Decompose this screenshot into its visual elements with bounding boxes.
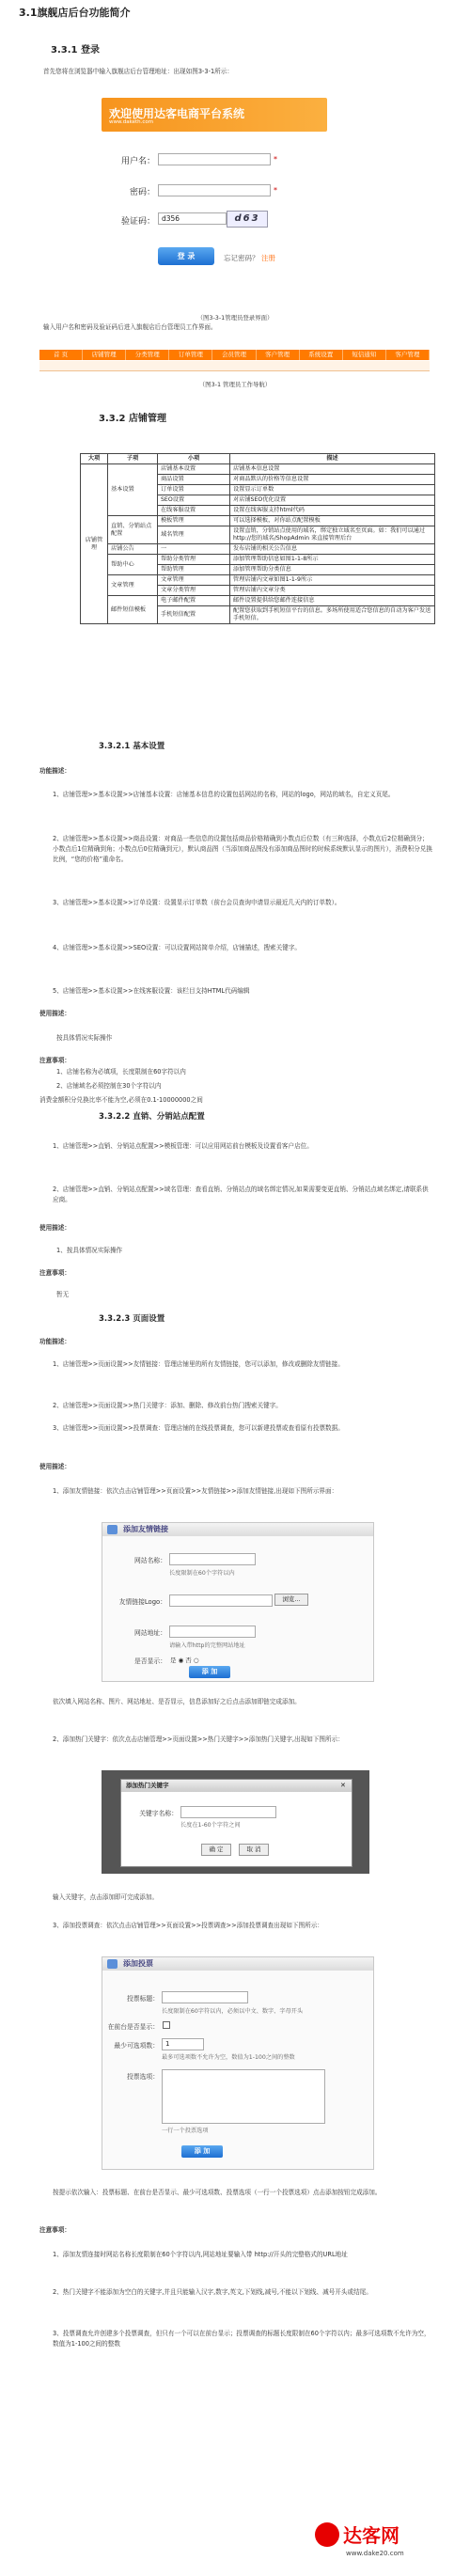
caption-login: （图3-3-1管理员登录界面） xyxy=(196,314,274,322)
site-item: 2、店铺管理>>直销、分销站点配置>>域名管理：查看直销、分销站点的域名绑定情况,如果需要变更直销、分销站点域名绑定,请联系供应商。 xyxy=(53,1186,429,1203)
table-row xyxy=(81,516,435,526)
intro-admin: 输入用户名和密码及验证码后进入旗舰店后台管理员工作界面。 xyxy=(43,323,217,331)
section-heading-pages: 3.3.2.3 页面设置 xyxy=(99,1314,165,1324)
required-mark: * xyxy=(274,186,277,195)
logo-label: 友情链接Logo： xyxy=(118,1598,166,1606)
vote-options-hint: 一行一个投票选项 xyxy=(162,2128,209,2134)
link-icon xyxy=(107,1525,118,1534)
login-banner xyxy=(102,98,327,132)
site-name-hint: 长度限制在60个字符以内 xyxy=(169,1570,235,1577)
table-cell: 订单设置 xyxy=(158,485,230,495)
site-name-label: 网站名称： xyxy=(134,1557,166,1564)
usage-label: 使用描述： xyxy=(39,1224,70,1232)
section-heading-sites: 3.3.2.2 直销、分销站点配置 xyxy=(99,1112,205,1122)
table-row xyxy=(81,555,435,565)
vote-form xyxy=(102,1956,374,2170)
url-label: 网站地址： xyxy=(134,1629,166,1637)
ok-button[interactable]: 确 定 xyxy=(201,1844,231,1856)
username-input[interactable] xyxy=(158,153,271,165)
table-row xyxy=(81,596,435,606)
table-cell: 店铺基本信息设置 xyxy=(230,464,435,475)
section-heading-basic: 3.3.2.1 基本设置 xyxy=(99,742,165,751)
table-cell: 帮助分类管理 xyxy=(158,555,230,565)
vote-title-label: 投票标题： xyxy=(127,1995,159,2003)
table-cell: 文章管理 xyxy=(158,575,230,586)
vote-default-label: 在前台是否显示： xyxy=(107,2023,159,2031)
browse-button[interactable]: 浏览... xyxy=(274,1594,308,1606)
usage-label: 使用描述： xyxy=(39,1010,70,1017)
table-cell: 域名管理 xyxy=(158,526,230,544)
nav-item[interactable]: 店铺管理 xyxy=(83,350,126,360)
table-cell: 模板管理 xyxy=(158,516,230,526)
vote-title-input[interactable] xyxy=(162,1991,248,2003)
table-cell: 手机短信配置 xyxy=(158,606,230,624)
login-banner-url: www.daketh.com xyxy=(109,119,154,125)
close-icon[interactable]: ✕ xyxy=(340,1782,346,1789)
table-cell: 商品设置 xyxy=(158,475,230,485)
table-cell: 店铺基本设置 xyxy=(158,464,230,475)
url-input[interactable] xyxy=(169,1626,256,1638)
hot-keyword-dialog xyxy=(120,1779,352,1867)
watermark-text: 达客网 xyxy=(343,2524,400,2547)
table-cell: 设置在线客服支持html代码 xyxy=(230,506,435,516)
table-cell: 配置您获取到手机短信平台的信息。多场所使用适合您信息的自动为客户发送手机短信。 xyxy=(230,606,435,624)
keyword-hint: 长度在1-60个字符之间 xyxy=(180,1822,241,1829)
note-item: 1、店铺名称为必填项，长度限制在60字符以内 xyxy=(56,1068,186,1076)
func-label: 功能描述： xyxy=(39,1338,70,1345)
page-item: 2、店铺管理>>页面设置>>热门关键字：添加、删除、修改前台热门搜索关键字。 xyxy=(53,1402,282,1409)
table-cell: 帮助中心 xyxy=(108,555,158,575)
captcha-label: 验证码： xyxy=(120,217,155,227)
friend-after: 依次填入网站名称、图片、网站地址、是否显示，信息添加好之后点击添加即链完成添加。 xyxy=(53,1698,301,1705)
step-text: 1、添加友情链接：依次点击店铺管理>>页面设置>>友情链接>>添加友情链接,出现如下图所示界面： xyxy=(53,1487,338,1495)
keyword-input[interactable] xyxy=(180,1806,276,1818)
table-cell: 直销、分销站点配置 xyxy=(108,516,158,544)
nav-item[interactable]: 会员管理 xyxy=(212,350,256,360)
table-cell: 对店铺SEO优化设置 xyxy=(230,495,435,506)
watermark-url: www.dake20.com xyxy=(346,2550,404,2557)
cancel-button[interactable]: 取 消 xyxy=(239,1844,269,1856)
table-row xyxy=(81,575,435,586)
notes-label: 注意事项： xyxy=(39,1057,70,1064)
table-cell: 设置直销，分销站点使用的域名，绑定独立域名至页面。如：我们可以通过 http://您的域名/ShopAdmin 来直接管理后台 xyxy=(230,526,435,544)
page-item: 3、店铺管理>>页面设置>>投票调查：管理店铺的在线投票调查，您可以新建投票或查看原有投票数据。 xyxy=(53,1424,344,1432)
hot-dialog-title: 添加热门关键字 xyxy=(121,1780,352,1792)
vote-after: 按提示依次输入：投票标题、在前台是否显示、最少可选项数、投票选项（一行一个投票选项）点击添加按钮完成添加。 xyxy=(53,2189,382,2196)
nav-item[interactable]: 客户管理 xyxy=(386,350,430,360)
logo-file-input[interactable] xyxy=(169,1594,273,1607)
usage-text: 1、按具体情况实际操作 xyxy=(56,1247,123,1254)
vote-max-input[interactable]: 1 xyxy=(162,2038,204,2050)
caption-nav: （图3-1 管理员工作导航） xyxy=(198,381,272,388)
show-radio[interactable]: 是 ◉ 否 ○ xyxy=(170,1657,199,1664)
func-label: 功能描述： xyxy=(39,767,70,775)
nav-item[interactable]: 系统设置 xyxy=(300,350,343,360)
table-cell: 店铺公告 xyxy=(108,544,158,555)
table-cell: 邮件设置提供给您邮件连接信息 xyxy=(230,596,435,606)
add-vote-button[interactable]: 添 加 xyxy=(181,2145,223,2158)
note-item: 3、投票调查允许创建多个投票调查，但只有一个可以在前台显示；投票调查的标题长度限制在60个字符以内；最多可选项数不允许为空，数值为1-100之间的整数 xyxy=(53,2330,431,2348)
basic-item: 4、店铺管理>>基本设置>>SEO设置：可以设置网站简单介绍，店铺描述，搜索关键字。 xyxy=(53,944,302,951)
admin-navbar xyxy=(39,350,430,360)
table-cell: 电子邮件配置 xyxy=(158,596,230,606)
register-link[interactable]: 注册 xyxy=(261,254,275,262)
nav-item[interactable]: 客户管理 xyxy=(257,350,300,360)
required-mark: * xyxy=(274,155,277,164)
vote-max-label: 最少可选项数： xyxy=(114,2042,159,2050)
nav-item[interactable]: 订单管理 xyxy=(169,350,212,360)
table-cell: 发布店铺的相关公告信息 xyxy=(230,544,435,555)
nav-item[interactable]: 分类管理 xyxy=(126,350,169,360)
friend-link-form xyxy=(102,1522,374,1682)
table-header: 小项 xyxy=(158,454,230,464)
username-label: 用户名： xyxy=(120,157,155,166)
table-cell: 邮件短信模板 xyxy=(108,596,158,624)
table-cell: 一 xyxy=(158,544,230,555)
section-heading-login: 3.3.1 登录 xyxy=(51,45,100,55)
nav-item[interactable]: 短信通知 xyxy=(343,350,386,360)
table-row xyxy=(81,544,435,555)
vote-max-hint: 最多可选项数不允许为空，数值为1-100之间的整数 xyxy=(162,2054,295,2061)
table-cell: 添加管理帮助信息如图1-1-8所示 xyxy=(230,555,435,565)
note-item: 2、热门关键字不能添加为空白的关键字,并且只能输入汉字,数字,英文,下划线,减号,不能以下划线、减号开头或结尾。 xyxy=(53,2288,372,2296)
notes-label: 注意事项： xyxy=(39,2226,70,2234)
basic-item: 2、店铺管理>>基本设置>>商品设置：对商品一些信息的设置包括商品价格精确到小数点后位数（有三种选择，小数点后2位精确到分；小数点后1位精确到角；小数点后0位精确到元），默认商品图（当添加商品图没有添加商品图时的时候系统默认显示的图片），消费积分兑换比例，“您的价格”重命名。 xyxy=(53,835,433,863)
main-heading: 3.1旗舰店后台功能简介 xyxy=(19,7,131,19)
step-text: 3、添加投票调查：依次点击店铺管理>>页面设置>>投票调查>>添加投票调查出现如下图所示： xyxy=(53,1922,323,1929)
table-cell: 可以选择模板，对你站点配置模板 xyxy=(230,516,435,526)
site-item: 1、店铺管理>>直销、分销站点配置>>模板管理：可以应用网站前台模板及设置看客户店位。 xyxy=(53,1142,313,1150)
table-header: 描述 xyxy=(230,454,435,464)
table-header: 子项 xyxy=(108,454,158,464)
vote-icon xyxy=(107,1959,118,1969)
table-cell: 在线客服设置 xyxy=(158,506,230,516)
table-cell: 设置显示订单数 xyxy=(230,485,435,495)
table-cell: 管理店铺内文章分类 xyxy=(230,586,435,596)
friend-form-title: 添加友情链接 xyxy=(102,1523,373,1536)
note-item: 2、店铺域名必须控制在30个字符以内 xyxy=(56,1082,162,1090)
table-cell: 对商品默认的价格等信息设置 xyxy=(230,475,435,485)
password-input[interactable] xyxy=(158,184,271,196)
note-item: 暂无 xyxy=(56,1291,70,1298)
admin-subnav xyxy=(39,361,430,371)
captcha-image[interactable]: d63 xyxy=(227,211,268,228)
basic-item: 3、店铺管理>>基本设置>>订单设置：设置显示订单数（前台会员查询申请显示最近几天内的订单数）。 xyxy=(53,899,341,906)
table-row xyxy=(81,464,435,475)
table-cell: 帮助管理 xyxy=(158,565,230,575)
url-hint: 请输入带http的完整网站地址 xyxy=(169,1642,245,1649)
show-label: 是否显示： xyxy=(134,1657,166,1665)
login-button[interactable]: 登 录 xyxy=(158,247,214,265)
table-cell: 文章管理 xyxy=(108,575,158,596)
table-cell: 文章分类管理 xyxy=(158,586,230,596)
nav-item[interactable]: 首 页 xyxy=(39,350,83,360)
vote-default-checkbox[interactable] xyxy=(163,2021,170,2029)
table-header: 大项 xyxy=(81,454,108,464)
hot-keyword-screenshot xyxy=(102,1770,369,1874)
forgot-password-link[interactable]: 忘记密码？ xyxy=(224,254,259,262)
vote-options-label: 投票选项： xyxy=(127,2073,159,2081)
usage-text: 按具体情况实际操作 xyxy=(56,1034,113,1042)
intro-login: 首先您将在浏览器中输入旗舰店后台管理地址：出现如图3-3-1所示： xyxy=(43,68,233,75)
step-text: 2、添加热门关键字：依次点击店铺管理>>页面设置>>热门关键字>>添加热门关键字,出现如下图所示： xyxy=(53,1736,344,1743)
login-screenshot xyxy=(102,98,332,291)
usage-label: 使用描述： xyxy=(39,1463,70,1470)
table-cell: 基本设置 xyxy=(108,464,158,516)
basic-item: 5、店铺管理>>基本设置>>在线客服设置：该栏目支持HTML代码编辑 xyxy=(53,987,250,995)
page-item: 1、店铺管理>>页面设置>>友情链接：管理店铺里的所有友情链接，您可以添加，修改或删除友情链接。 xyxy=(53,1360,344,1368)
vote-options-textarea[interactable] xyxy=(162,2069,325,2124)
hot-after: 输入关键字，点击添加即可完成添加。 xyxy=(53,1893,159,1901)
add-friend-link-button[interactable]: 添 加 xyxy=(189,1666,230,1678)
notes-label: 注意事项： xyxy=(39,1269,70,1277)
note-extra: 消费金额积分兑换比率不能为空,必须在0.1-10000000之间 xyxy=(39,1096,203,1104)
captcha-input[interactable]: d356 xyxy=(158,212,227,225)
watermark-logo-icon xyxy=(315,2522,339,2547)
login-banner-title: 欢迎使用达客电商平台系统 xyxy=(109,107,245,120)
table-cell: 管理店铺内文章如图1-1-9所示 xyxy=(230,575,435,586)
vote-form-title: 添加投票 xyxy=(102,1957,373,1971)
table-cell: SEO设置 xyxy=(158,495,230,506)
table-group: 店铺管理 xyxy=(81,464,108,624)
keyword-label: 关键字名称： xyxy=(139,1810,178,1817)
password-label: 密码： xyxy=(129,188,155,197)
section-heading-shop: 3.3.2 店铺管理 xyxy=(99,414,166,424)
basic-item: 1、店铺管理>>基本设置>>店铺基本设置：店铺基本信息的设置包括网站的名称，网站的logo，网站的域名，自定义页尾。 xyxy=(53,791,395,798)
site-name-input[interactable] xyxy=(169,1553,256,1565)
table-cell: 添加管理帮助分类信息 xyxy=(230,565,435,575)
vote-title-hint: 长度限制在60字符以内，必须以中文、数字、字母开头 xyxy=(162,2008,304,2015)
function-table xyxy=(80,453,435,624)
table-header-row xyxy=(81,454,435,464)
note-item: 1、添加友情连接时网站名称长度限制在60个字符以内,网站地址要输入带 http://开头的完整格式的URL地址 xyxy=(53,2251,348,2258)
